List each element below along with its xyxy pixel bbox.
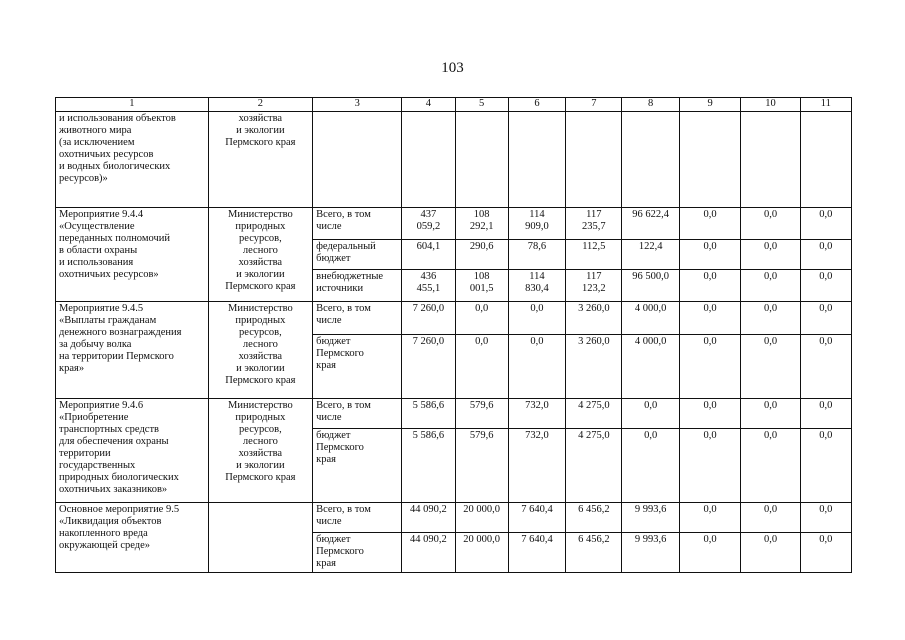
funding-source: Всего, в том числе [313,302,402,335]
empty-cell [622,112,679,208]
table-row [56,302,852,335]
amount-cell: 4 275,0 [566,399,622,429]
amount-cell: 5 586,6 [402,399,455,429]
funding-source: Всего, в том числе [313,503,402,533]
amount-cell: 7 640,4 [508,503,565,533]
amount-cell: 0,0 [800,302,851,335]
measure-name: Основное мероприятие 9.5 «Ликвидация объектов накопленного вреда окружающей среде» [56,503,209,573]
amount-cell: 122,4 [622,240,679,270]
amount-cell: 108 292,1 [455,208,508,240]
responsible-executor [208,503,312,573]
empty-cell [508,112,565,208]
amount-cell: 0,0 [800,240,851,270]
amount-cell: 114 909,0 [508,208,565,240]
amount-cell: 0,0 [679,270,740,302]
amount-cell: 44 090,2 [402,533,455,573]
amount-cell: 0,0 [508,335,565,399]
funding-source: внебюджетные источники [313,270,402,302]
column-header-9: 9 [679,98,740,112]
amount-cell: 0,0 [741,399,800,429]
amount-cell: 604,1 [402,240,455,270]
column-header-5: 5 [455,98,508,112]
amount-cell: 108 001,5 [455,270,508,302]
column-header-10: 10 [741,98,800,112]
column-header-2: 2 [208,98,312,112]
funding-source: Всего, в том числе [313,399,402,429]
amount-cell: 579,6 [455,429,508,503]
amount-cell: 0,0 [679,208,740,240]
amount-cell: 7 260,0 [402,335,455,399]
amount-cell: 96 500,0 [622,270,679,302]
amount-cell: 0,0 [679,335,740,399]
amount-cell: 20 000,0 [455,533,508,573]
responsible-executor: Министерство природных ресурсов, лесного хозяйства и экологии Пермского края [208,399,312,503]
amount-cell: 4 000,0 [622,335,679,399]
column-header-7: 7 [566,98,622,112]
amount-cell: 20 000,0 [455,503,508,533]
amount-cell: 0,0 [741,208,800,240]
amount-cell: 0,0 [800,503,851,533]
amount-cell: 579,6 [455,399,508,429]
amount-cell: 0,0 [679,399,740,429]
amount-cell: 0,0 [800,208,851,240]
amount-cell: 0,0 [800,270,851,302]
empty-cell [455,112,508,208]
amount-cell: 732,0 [508,429,565,503]
column-header-8: 8 [622,98,679,112]
table-row [56,208,852,240]
amount-cell: 0,0 [508,302,565,335]
amount-cell: 6 456,2 [566,533,622,573]
empty-cell [566,112,622,208]
amount-cell: 0,0 [455,335,508,399]
amount-cell: 0,0 [800,533,851,573]
responsible-executor: Министерство природных ресурсов, лесного хозяйства и экологии Пермского края [208,208,312,302]
measure-name: Мероприятие 9.4.4 «Осуществление переданных полномочий в области охраны и использования охотничьих ресурсов» [56,208,209,302]
amount-cell: 0,0 [679,503,740,533]
amount-cell: 0,0 [741,270,800,302]
column-header-6: 6 [508,98,565,112]
amount-cell: 7 260,0 [402,302,455,335]
measure-name: Мероприятие 9.4.6 «Приобретение транспортных средств для обеспечения охраны территории государственных природных биологических охотничьих заказников» [56,399,209,503]
amount-cell: 290,6 [455,240,508,270]
page-number: 103 [441,60,464,76]
amount-cell: 3 260,0 [566,302,622,335]
amount-cell: 0,0 [741,302,800,335]
amount-cell: 0,0 [622,429,679,503]
amount-cell: 114 830,4 [508,270,565,302]
amount-cell: 0,0 [741,533,800,573]
empty-cell [402,112,455,208]
amount-cell: 6 456,2 [566,503,622,533]
amount-cell: 0,0 [679,429,740,503]
table-row [56,503,852,533]
amount-cell: 117 123,2 [566,270,622,302]
amount-cell: 4 275,0 [566,429,622,503]
measure-name: и использования объектов животного мира (за исключением охотничьих ресурсов и водных биологических ресурсов)» [56,112,209,208]
column-header-3: 3 [313,98,402,112]
amount-cell: 0,0 [800,399,851,429]
empty-cell [800,112,851,208]
amount-cell: 0,0 [741,503,800,533]
amount-cell: 3 260,0 [566,335,622,399]
amount-cell: 112,5 [566,240,622,270]
responsible-executor: хозяйства и экологии Пермского края [208,112,312,208]
empty-cell [679,112,740,208]
amount-cell: 117 235,7 [566,208,622,240]
amount-cell: 5 586,6 [402,429,455,503]
amount-cell: 0,0 [741,240,800,270]
amount-cell: 436 455,1 [402,270,455,302]
funding-source: бюджет Пермского края [313,533,402,573]
funding-source: бюджет Пермского края [313,335,402,399]
measure-name: Мероприятие 9.4.5 «Выплаты гражданам денежного вознаграждения за добычу волка на территории Пермского края» [56,302,209,399]
table-row [56,399,852,429]
budget-table [55,97,852,573]
amount-cell: 0,0 [800,429,851,503]
amount-cell: 0,0 [622,399,679,429]
amount-cell: 78,6 [508,240,565,270]
amount-cell: 0,0 [741,335,800,399]
column-header-4: 4 [402,98,455,112]
amount-cell: 44 090,2 [402,503,455,533]
amount-cell: 0,0 [800,335,851,399]
funding-source: Всего, в том числе [313,208,402,240]
amount-cell: 732,0 [508,399,565,429]
amount-cell: 0,0 [679,240,740,270]
column-header-1: 1 [56,98,209,112]
funding-source: федеральный бюджет [313,240,402,270]
empty-cell [741,112,800,208]
amount-cell: 0,0 [679,302,740,335]
amount-cell: 0,0 [679,533,740,573]
funding-source: бюджет Пермского края [313,429,402,503]
amount-cell: 0,0 [741,429,800,503]
amount-cell: 4 000,0 [622,302,679,335]
header-row [56,98,852,112]
amount-cell: 7 640,4 [508,533,565,573]
amount-cell: 9 993,6 [622,503,679,533]
empty-cell [313,112,402,208]
responsible-executor: Министерство природных ресурсов, лесного хозяйства и экологии Пермского края [208,302,312,399]
amount-cell: 0,0 [455,302,508,335]
continuation-row [56,112,852,208]
amount-cell: 437 059,2 [402,208,455,240]
column-header-11: 11 [800,98,851,112]
amount-cell: 9 993,6 [622,533,679,573]
amount-cell: 96 622,4 [622,208,679,240]
